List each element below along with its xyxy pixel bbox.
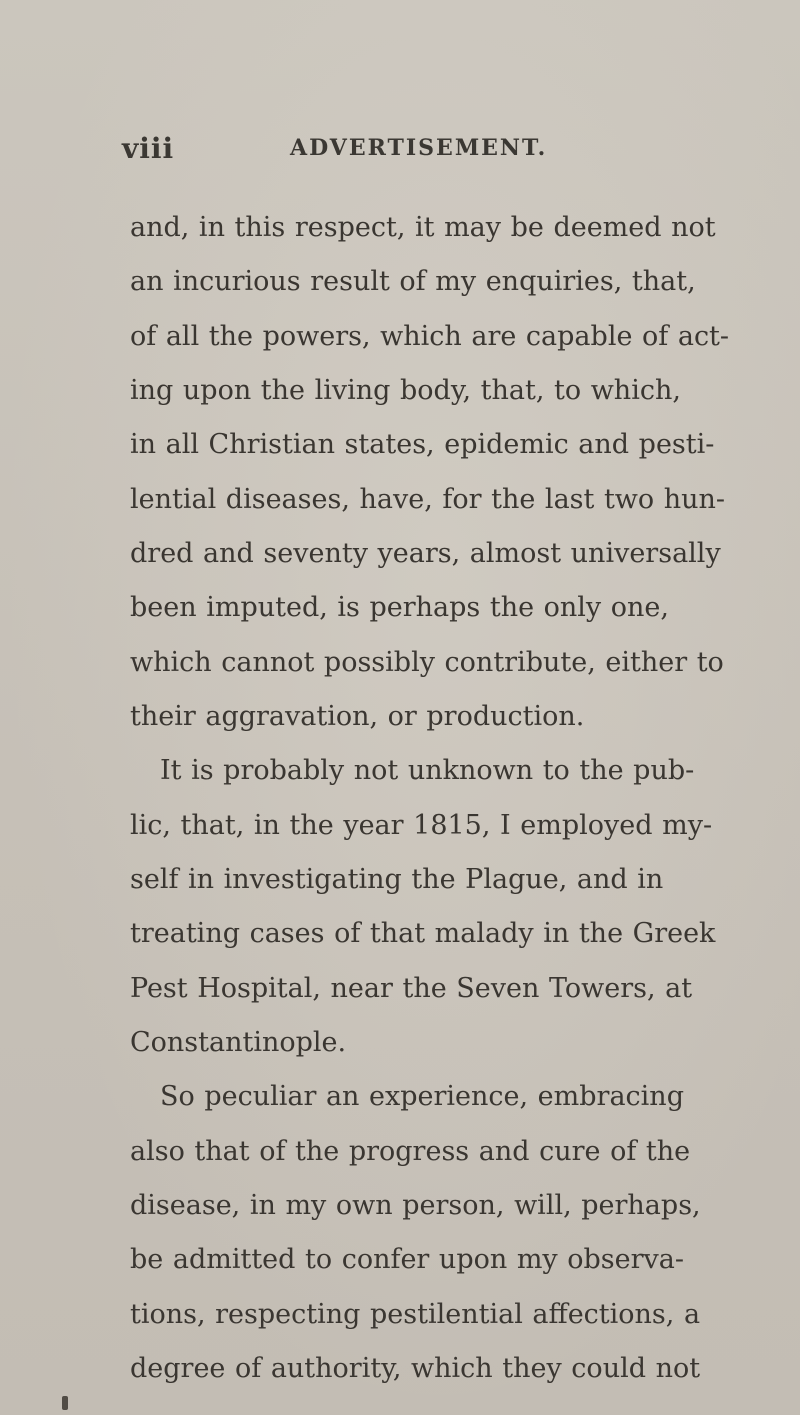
text-line: dred and seventy years, almost universally xyxy=(130,538,721,569)
running-head: ADVERTISEMENT. xyxy=(290,135,548,161)
text-line: be admitted to confer upon my observa- xyxy=(130,1244,685,1275)
text-line: tions, respecting pestilential affections, a xyxy=(130,1299,701,1330)
text-line: It is probably not unknown to the pub- xyxy=(160,755,695,786)
text-line: lential diseases, have, for the last two hun- xyxy=(130,484,726,515)
text-line: an incurious result of my enquiries, that, xyxy=(130,266,696,297)
text-line: treating cases of that malady in the Greek xyxy=(130,918,716,949)
page-number: viii xyxy=(122,132,175,165)
text-line: Constantinople. xyxy=(130,1027,347,1058)
text-line: their aggravation, or production. xyxy=(130,701,585,732)
text-line: lic, that, in the year 1815, I employed my- xyxy=(130,810,713,841)
text-line: also that of the progress and cure of the xyxy=(130,1136,691,1167)
text-line: and, in this respect, it may be deemed not xyxy=(130,212,716,243)
text-line: disease, in my own person, will, perhaps, xyxy=(130,1190,701,1221)
text-line: ing upon the living body, that, to which, xyxy=(130,375,681,406)
text-line: in all Christian states, epidemic and pesti- xyxy=(130,429,715,460)
text-line: of all the powers, which are capable of act- xyxy=(130,321,730,352)
text-line: been imputed, is perhaps the only one, xyxy=(130,592,669,623)
text-line: degree of authority, which they could not xyxy=(130,1353,701,1384)
page-edge-mark xyxy=(62,1396,68,1410)
text-line: Pest Hospital, near the Seven Towers, at xyxy=(130,973,693,1004)
text-line: which cannot possibly contribute, either to xyxy=(130,647,724,678)
text-line: So peculiar an experience, embracing xyxy=(160,1081,684,1112)
text-line: self in investigating the Plague, and in xyxy=(130,864,664,895)
